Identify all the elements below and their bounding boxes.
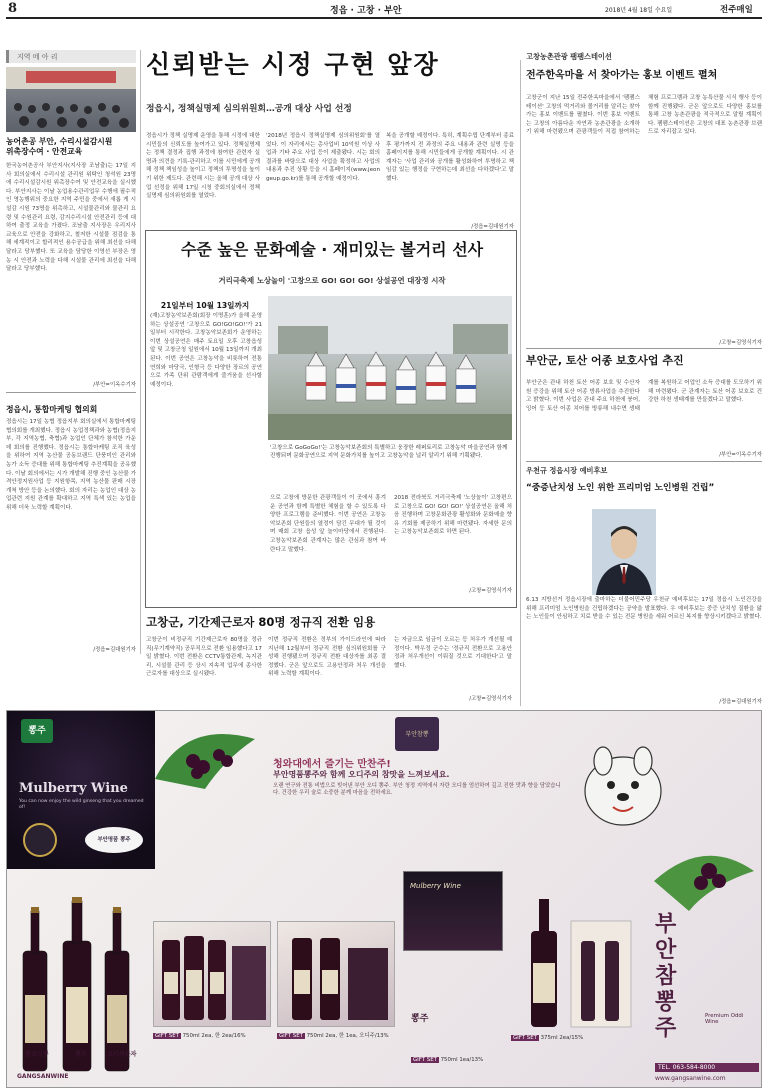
ad-center-logo-text: 부안참뽕 xyxy=(405,731,429,738)
right-story3: 6.13 지방선거 정읍시장에 출마하는 더불어민주당 우천규 예비후보는 17일 정읍시 노인건강을 위해 프리미엄 노인병원을 건립하겠다는 공약을 발표했다. 우 예비후보는 중증 난치성 질환을 앓는 노인들이 안심하고 치료 받을 수 있는 전문 병원을 세워 어르신 복지를 향상시키겠다고 밝혔다. xyxy=(526,597,762,621)
ad-gift-label-4 xyxy=(511,1035,641,1041)
gift-set-tag-3: GIFT SET xyxy=(413,1057,437,1063)
left-tag xyxy=(6,50,136,63)
main-bottom-col3: 는 자금으로 임금이 오르는 등 처우가 개선될 예정이다. 박우정 군수는 '정규직 전환으로 고용안정과 처우개선이 이뤄질 것으로 기대한다'고 말했다. xyxy=(394,637,512,669)
right-byline2: /부안=이옥수기자 xyxy=(719,452,762,458)
single-bottle-graphic xyxy=(511,891,641,1031)
right-headline1: 전주한옥마을 서 찾아가는 홍보 이벤트 펼쳐 xyxy=(526,70,718,81)
ad-phone: TEL. 063-584-8000 xyxy=(655,1063,759,1072)
meeting-photo-graphic xyxy=(6,67,136,132)
header xyxy=(0,0,768,18)
main-bottom-headline: 고창군, 기간제근로자 80명 정규직 전환 임용 xyxy=(146,615,376,629)
gift-set-tag-1: GIFT SET xyxy=(155,1033,179,1039)
right-kicker1: 고창농촌관광 팸팸스테이션 xyxy=(526,52,612,61)
ad-left-panel xyxy=(7,711,155,869)
mascot-graphic xyxy=(573,741,673,831)
header-date: 2018년 4월 18일 수요일 xyxy=(605,7,673,14)
ad-body: 오랜 연구와 전통 비법으로 빚어낸 부안 오디 뽕주. 부안 청정 지역에서 자란 오디를 엄선하여 깊고 진한 맛과 향을 담았습니다. 건강한 우리 술로 소중한 분께 마음을 전하세요. xyxy=(273,783,561,797)
ad-wine-panel xyxy=(403,871,503,951)
ad-panel xyxy=(6,710,762,1088)
right-byline3: /정읍=김대원기자 xyxy=(719,699,762,705)
main-top-headline: 신뢰받는 시정 구현 앞장 xyxy=(146,50,440,79)
gift-spec-4: 375ml 2ea/15% xyxy=(540,1035,584,1041)
bottle-label-4: 뽕주 xyxy=(411,1014,429,1024)
page-number: 8 xyxy=(8,1,18,16)
header-rule xyxy=(6,17,762,19)
main-top-col3: 복을 공개할 예정이다. 특히, 계획수립 단계부터 종료 후 평가까지 전 과정의 주요 내용과 관련 실명 등을 홈페이지를 통해 시민들에게 공개할 계획이다. 시 관계자는 '사업 관리와 공개를 활성화하여 투명하고 책임감 있는 행정을 구현하는데 최선을 다하겠다'고 말했다. xyxy=(386,133,514,182)
ad-seal xyxy=(23,823,57,857)
main-bottom-col1: 고창군이 비정규직 기간제근로자 80명을 정규직(무기계약직) 공무직으로 전환 임용했다고 17일 밝혔다. 이번 전환은 CCTV통합관제, 녹지관리, 시설물 관리 등 상시 지속적 업무에 종사한 근로자를 대상으로 실시됐다. xyxy=(146,637,262,678)
ad-wine-panel-label: Mulberry Wine xyxy=(410,882,461,890)
candidate-portrait-graphic xyxy=(592,509,656,595)
ad-en-title: Mulberry Wine xyxy=(19,781,128,796)
ad-en-sub: You can now enjoy the wild ginseng that you dreamed of! xyxy=(19,799,144,810)
ad-gift-label-3 xyxy=(411,1057,531,1063)
feature-caption: '고창으로 GoGoGo!'는 고창농악보존회의 특별하고 웅장한 레퍼토리로 고창농악 마을공연과 함께 진행되며 문화공연으로 지역 문화가치를 높이고 고창농악을 널리 알리기 위해 기획됐다. xyxy=(270,445,508,459)
left-story2-title: 정읍시, 통합마케팅 협의회 xyxy=(6,405,98,414)
mascot-dog-icon xyxy=(573,741,673,831)
right-headline2: 부안군, 토산 어종 보호사업 추진 xyxy=(526,354,684,367)
left-story2-body: 정읍시는 17일 농협 정읍지부 회의실에서 통합마케팅 협의회를 개최했다. 정읍시 농업정책과와 농협(정읍지부, 각 지역농협, 축협)과 농업인 단체가 참석한 가운데 회의를 진행했다. 정읍시는 통합마케팅 조직 육성을 위하여 지역 농산물 공동브랜드 단풍미인 관리와 농가 소득 증대를 위해 통합마케팅 추진계획을 공유했다. 이날 회의에서는 시가 개발해 진행 중인 농산물 가격안정지원사업 등 지원항목, 지역 농산물 판매 시장 개척 방안 등을 논의했다. 회의 자리는 농업인 대상 농업관련 지원 관계를 확대하고 지역 특색 있는 농업을 위해 더욱 노력할 계획이다. xyxy=(6,419,136,511)
right-divider2 xyxy=(526,461,762,462)
feature-body3: 2018 전라북도 거리극축제 '노상놀이' 고창편으로 고창으로 GO! GO! GO!' 상설공연은 올해 처음 진행하며 고창문화관광 활성화와 문화예술 향유 기회를 제공하기 위해 마련됐다. 자세한 문의는 고창농악보존회로 하면 된다. xyxy=(394,495,512,536)
gift-spec-1: 750ml 2ea, 한 2ea/16% xyxy=(182,1033,246,1039)
gift-spec-2: 750ml 2ea, 한 1ea, 오디주/13% xyxy=(306,1033,389,1039)
ad-center-logo xyxy=(395,717,439,751)
left-story1-body: 한국농어촌공사 부안지사(지사장 조남출)는 17일 지사 회의실에서 수리시설 관리원 위탁인 청석원 23명에 수리시설감시원 위촉장수여 및 안전교육을 실시했다. 부안지사는 이날 농업용수관리업무 수행에 필수적인 영농행위의 중요한 지역 주민을 중에서 새롭 게 시설감 시원 73명을 위촉하고, 시설물관리와 물관리 요령 및 수원관리 요령, 감지수리시설 안전관리 등에 대하여 출정 교육을 가졌다. 조남출 지사장은 우리지사 교육으로 안전을 강화하고, 철저한 시설물 점검을 통해 세계적이고 합리적인 용수공급을 위해 최선을 다해달라고 당부했다. 또 교육을 담당한 이영선 부장은 영농 시 안전과 노력을 다해 시설물 관리에 최선을 다해 달라고 당부했다. xyxy=(6,163,136,273)
left-tag-label: 지역 메 아 리 xyxy=(17,53,58,61)
main-top-col2: '2018년 정읍시 정책실명제 심의위원회'를 열었다. 이 자리에서는 총사업비 10억원 이상 사업과 기타 주요 사업 등이 제출됐다. 시는 회의 결과를 바탕으로 대상 사업을 확정하고 사업의 내용과 추진 상황 등을 시 홈페이지(www.jeongeup.go.kr)를 통해 공개할 예정이다. xyxy=(266,133,380,182)
ad-gift-label-1 xyxy=(153,1031,271,1039)
gift-set-tag-2: GIFT SET xyxy=(279,1033,303,1039)
gift-set-tag-4: GIFT SET xyxy=(513,1035,537,1041)
section-title: 정읍 · 고창 · 부안 xyxy=(330,6,402,16)
right-divider1 xyxy=(526,348,762,349)
feature-body2: 으로 고창에 방문한 관광객들이 이 곳에서 흥겨운 공연과 함께 특별한 체험을 할 수 있도록 다양한 프로그램을 준비했다. 이번 공연은 고창농악보존회 단원들의 열정이 담긴 무대가 될 것이며 매회 고창 읍성 앞 놀이마당에서 진행된다. 고창농악보존회 관계자는 많은 관심과 참여 바란다고 말했다. xyxy=(270,495,386,553)
right-byline1: /고창=김영식기자 xyxy=(719,340,762,346)
ad-badge: 부안명품 뽕주 xyxy=(85,827,143,853)
gift-spec-3: 750ml 1ea/13% xyxy=(440,1057,484,1063)
ad-company: GANGSANWINE xyxy=(17,1073,69,1080)
mulberry-graphic-right xyxy=(649,841,759,911)
giftbox2-graphic xyxy=(278,922,396,1028)
feature-body1: (재)고창농악보존회(회장 이명훈)가 올해 운영하는 상설공연 '고창으로 GO!GO!GO!'가 21일부터 시작한다. 고창농악보존회가 운영하는 이번 상설공연은 매주 토요일 오후 고창읍성 앞 및 고창군청 일원에서 10월 13일까지 개최된다. 이번 공연은 고창농악을 비롯하여 전통 연희와 마당극, 인형극 등 다양한 장르의 공연으로 가족 단위 관람객에게 즐거움을 선사할 예정이다. xyxy=(150,313,262,388)
ad-bottle-single xyxy=(511,891,641,1031)
berry-cluster-right xyxy=(649,841,759,911)
main-top-byline: /정읍=김대원기자 xyxy=(471,224,514,230)
parade-photo-graphic xyxy=(268,296,512,440)
right-story2: 부안군은 관내 하천 토산 어종 보호 및 수산자원 증강을 위해 토산 어종 방류사업을 추진한다고 밝혔다. 이번 사업은 관내 주요 하천에 붕어, 잉어 등 토산 어종 치어를 방류해 내수면 생태계를 복원하고 어업인 소득 증대를 도모하기 위해 마련됐다. 군 관계자는 토산 어종 보호로 건강한 하천 생태계를 만들겠다고 말했다. xyxy=(526,380,762,412)
ad-side-brand: 부안참뽕주 xyxy=(655,911,677,1041)
feature-photo-parade xyxy=(268,296,512,440)
ad-giftbox-1 xyxy=(153,921,271,1027)
right-story1: 고창군이 지난 15일 전주한옥마을에서 '팸팸스테이션' 고창의 먹거리와 볼거리를 알리는 찾아가는 홍보 이벤트를 펼쳤다. 이번 홍보 이벤트는 고창의 아름다운 자연과 농촌관광을 소개하기 위해 마련됐으며 관광객들이 직접 참여하는 체험 프로그램과 고창 농특산물 시식 행사 등이 함께 진행됐다. 군은 앞으로도 다양한 홍보를 통해 고창 농촌관광을 적극적으로 알릴 계획이다. 팸팸스테이션은 고창의 대표 농촌관광 브랜드로 자리잡고 있다. xyxy=(526,95,762,136)
feature-byline: /고창=김영식기자 xyxy=(469,588,512,594)
ad-tagline2: 부안명품뽕주와 함께 오디주의 참맛을 느껴보세요. xyxy=(273,770,450,779)
left-story1-title xyxy=(6,137,136,157)
bottle-label-3: 오디복분자 xyxy=(107,1051,137,1058)
ad-brand-logo: 뽕주 xyxy=(21,719,53,743)
giftbox1-graphic xyxy=(154,922,272,1028)
ad-giftbox-2 xyxy=(277,921,395,1027)
left-story1-title-line1: 농어촌공 부안, 수리시설감시원 xyxy=(6,137,113,146)
ad-side-en: Premium Oddi Wine xyxy=(705,1013,744,1025)
main-top-col1: 정읍시가 정책 실명제 운영을 통해 시정에 대한 시민들의 신뢰도를 높여가고 있다. 정책실명제는 정책 결정과 집행 과정에 참여한 관련자 실명과 의견을 기록·관리하고 이를 시민에게 공개해 정책 책임성을 높이고 정책의 투명성을 높이기 위한 제도다. 관련해 시는 올해 공개 대상 사업 선정을 위해 17일 시청 중회의실에서 정책실명제 심의위원회를 열었다. xyxy=(146,133,260,200)
left-divider xyxy=(6,392,136,393)
berry-cluster-top xyxy=(145,719,265,789)
left-story1-byline: /부안=이옥수기자 xyxy=(93,382,136,388)
bottle-label-1: 한오디뽕 xyxy=(25,1051,49,1058)
left-story1-title-line2: 위촉장수여 · 안전교육 xyxy=(6,147,83,156)
ad-gift-label-2 xyxy=(277,1031,407,1039)
left-photo-meeting xyxy=(6,67,136,132)
feature-dateline: 21일부터 10월 13일까지 xyxy=(160,301,250,310)
ad-web: www.gangsanwine.com xyxy=(655,1075,726,1082)
ad-tagline1: 청와대에서 즐기는 만찬주! xyxy=(273,759,391,770)
main-bottom-col2: 이번 정규직 전환은 정부의 가이드라인에 따라 지난해 12월부터 정규직 전환 심의위원회를 구성해 진행됐으며 정규직 전환 대상자를 최종 결정했다. 군은 앞으로도 고용안정과 처우 개선을 위해 노력할 계획이다. xyxy=(268,637,386,678)
feature-headline: 수준 높은 문화예술 · 재미있는 볼거리 선사 xyxy=(180,240,484,259)
feature-subhead: 거리극축제 노상놀이 '고창으로 GO! GO! GO! 상설공연 대장정 시작 xyxy=(218,276,446,285)
right-kicker3: 우천규 정읍시장 예비후보 xyxy=(526,466,608,475)
paper-name: 전주매일 xyxy=(720,5,753,15)
bottle-label-2: 뽕주 xyxy=(75,1051,87,1058)
right-headline3: “중증난치성 노인 위한 프리미엄 노인병원 건립” xyxy=(526,483,715,493)
main-top-subhead: 정읍시, 정책실명제 심의위원회…공개 대상 사업 선정 xyxy=(146,104,352,114)
candidate-photo xyxy=(592,509,656,595)
mulberry-graphic xyxy=(145,719,265,789)
left-story2-byline: /정읍=김대원기자 xyxy=(93,647,136,653)
left-column-rule xyxy=(140,50,141,654)
main-bottom-byline: /고창=김영식기자 xyxy=(469,696,512,702)
main-right-rule xyxy=(520,60,521,706)
